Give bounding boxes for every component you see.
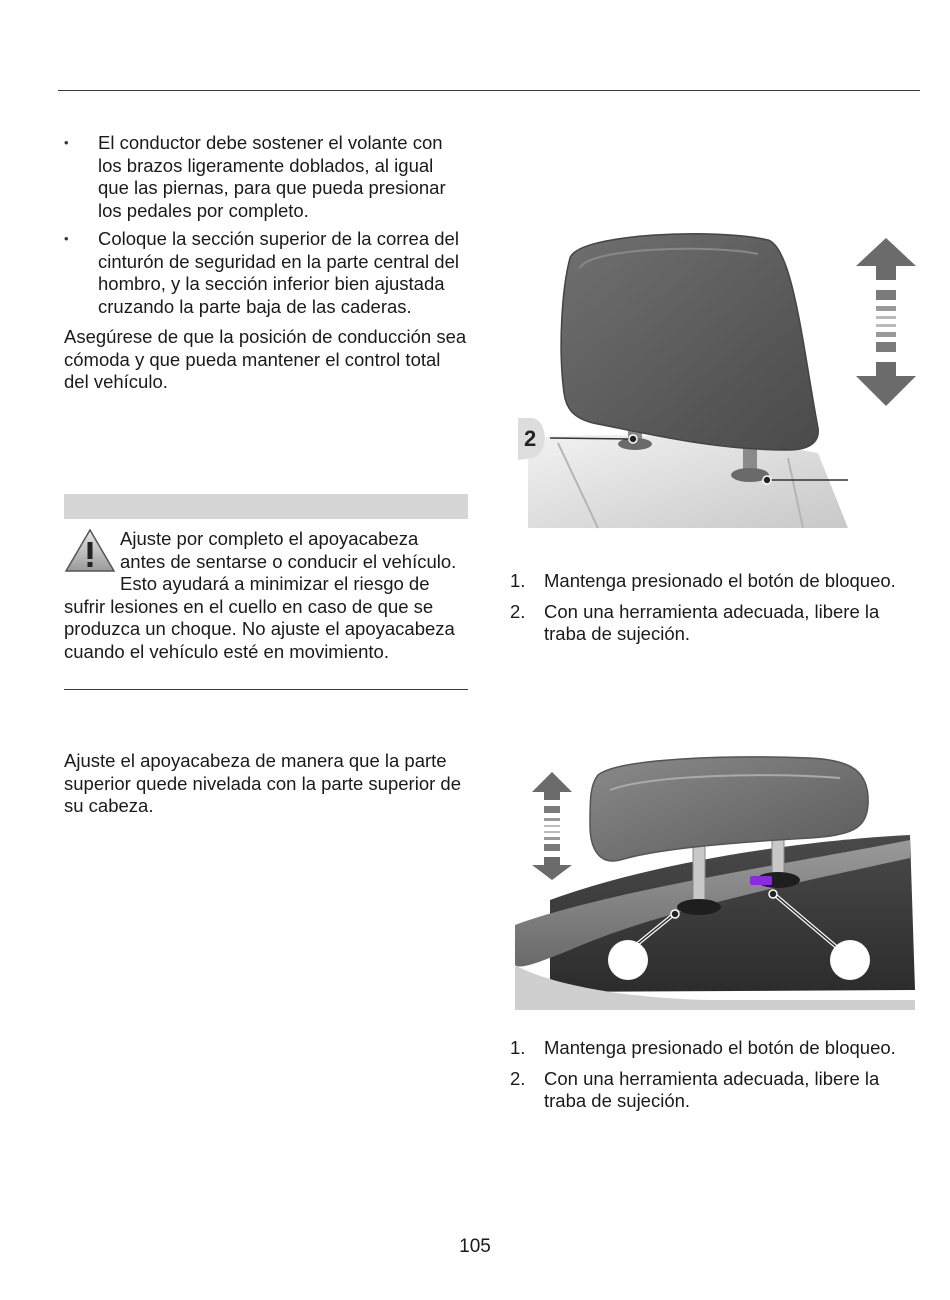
driving-position-bullets xyxy=(64,132,468,318)
headrest-shape xyxy=(561,234,818,450)
bullet-item: • El conductor debe sostener el volante con los brazos ligeramente doblados, al igual que las piernas, para que pueda presionar los pedales por completo. xyxy=(64,132,468,222)
warning-triangle-icon xyxy=(64,528,116,574)
left-column xyxy=(64,132,468,394)
warning-block xyxy=(64,528,468,663)
callout-label-2: 2 xyxy=(524,426,537,451)
callout-circle-1 xyxy=(608,940,648,980)
list-item: 2. Con una herramienta adecuada, libere la traba de sujeción. xyxy=(510,1067,880,1111)
removal-steps-list-2 xyxy=(510,1037,920,1121)
list-item: 1. Mantenga presionado el botón de bloqueo. xyxy=(510,1037,896,1058)
removal-steps-list-1 xyxy=(510,570,920,654)
headrest-figure-1 xyxy=(518,228,918,538)
up-down-arrow-icon xyxy=(856,238,916,406)
headrest-figure-2 xyxy=(510,730,920,1010)
list-item: 1. Mantenga presionado el botón de bloqueo. xyxy=(510,570,896,591)
adjust-headrest-paragraph: Ajuste el apoyacabeza de manera que la parte superior quede nivelada con la parte superior de su cabeza. xyxy=(64,750,461,816)
list-item: 2. Con una herramienta adecuada, libere la traba de sujeción. xyxy=(510,600,880,644)
up-down-arrow-icon xyxy=(532,772,572,880)
release-latch xyxy=(750,876,772,885)
warning-text: Ajuste por completo el apoyacabeza antes de sentarse o conducir el vehículo. Esto ayudará a minimizar el riesgo de sufrir lesiones en el cuello en caso de que se produzca un choque. No ajuste el apoyacabeza cuando el vehículo esté en movimiento. xyxy=(64,528,457,662)
callout-circle-2 xyxy=(830,940,870,980)
driving-position-paragraph: Asegúrese de que la posición de conducción sea cómoda y que pueda mantener el control total del vehículo. xyxy=(64,326,467,392)
warning-rule xyxy=(64,689,468,690)
bullet-item: • Coloque la sección superior de la correa del cinturón de seguridad en la parte central del hombro, y la sección inferior bien ajustada cruzando la parte baja de las caderas. xyxy=(64,228,468,318)
section-heading-bar xyxy=(64,494,468,519)
header-rule xyxy=(58,90,920,91)
page-number: 105 xyxy=(459,1236,491,1257)
